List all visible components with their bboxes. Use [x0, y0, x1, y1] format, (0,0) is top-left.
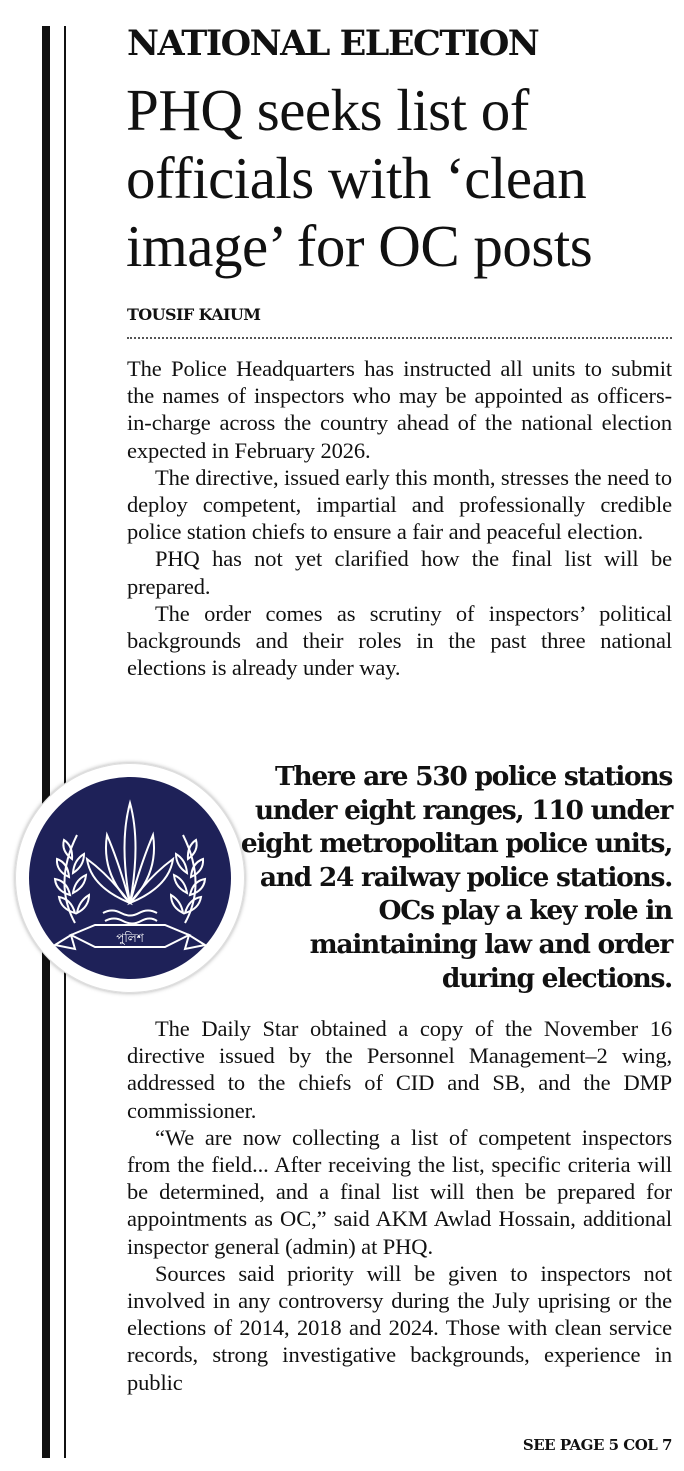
article-body-bottom	[127, 1015, 672, 1396]
police-emblem-icon	[15, 763, 245, 993]
paragraph: The order comes as scrutiny of inspectors’ political backgrounds and their roles in the past three national elections is already under way.	[127, 600, 672, 681]
paragraph: The Daily Star obtained a copy of the November 16 directive issued by the Personnel Management–2 wing, addressed to the chiefs of CID and SB, and the DMP commissioner.	[127, 1016, 672, 1123]
paragraph: The Police Headquarters has instructed all units to submit the names of inspectors who may be appointed as officers-in-charge across the country ahead of the national election expected in February 2026.	[127, 356, 672, 463]
headline: PHQ seeks list of officials with ‘clean image’ for OC posts	[126, 77, 593, 279]
emblem-ribbon-text: পুলিশ	[116, 931, 144, 945]
dotted-divider	[127, 337, 672, 339]
paragraph: PHQ has not yet clarified how the final list will be prepared.	[127, 546, 672, 599]
paragraph: The directive, issued early this month, stresses the need to deploy competent, impartial and professionally credible police station chiefs to ensure a fair and peaceful election.	[127, 464, 672, 545]
kicker: NATIONAL ELECTION	[127, 23, 539, 64]
column-rule-thick	[42, 26, 50, 1458]
byline: TOUSIF KAIUM	[127, 305, 261, 324]
paragraph: “We are now collecting a list of competent inspectors from the field... After receiving the list, specific criteria will be determined, and a final list will then be prepared for appointments as OC,” said AKM Awlad Hossain, additional inspector general (admin) at PHQ.	[127, 1124, 672, 1259]
column-rule-thin	[64, 26, 66, 1458]
jump-line: SEE PAGE 5 COL 7	[522, 1436, 672, 1454]
article-body-top	[127, 355, 672, 681]
pull-quote: There are 530 police stations under eight ranges, 110 under eight metropolitan police units, and 24 railway police stations. OCs play a key role in maintaining law and order during elections.	[240, 761, 672, 994]
paragraph: Sources said priority will be given to inspectors not involved in any controversy during the July uprising or the elections of 2014, 2018 and 2024. Those with clean service records, strong investigative backgrounds, experience in public	[127, 1260, 672, 1395]
